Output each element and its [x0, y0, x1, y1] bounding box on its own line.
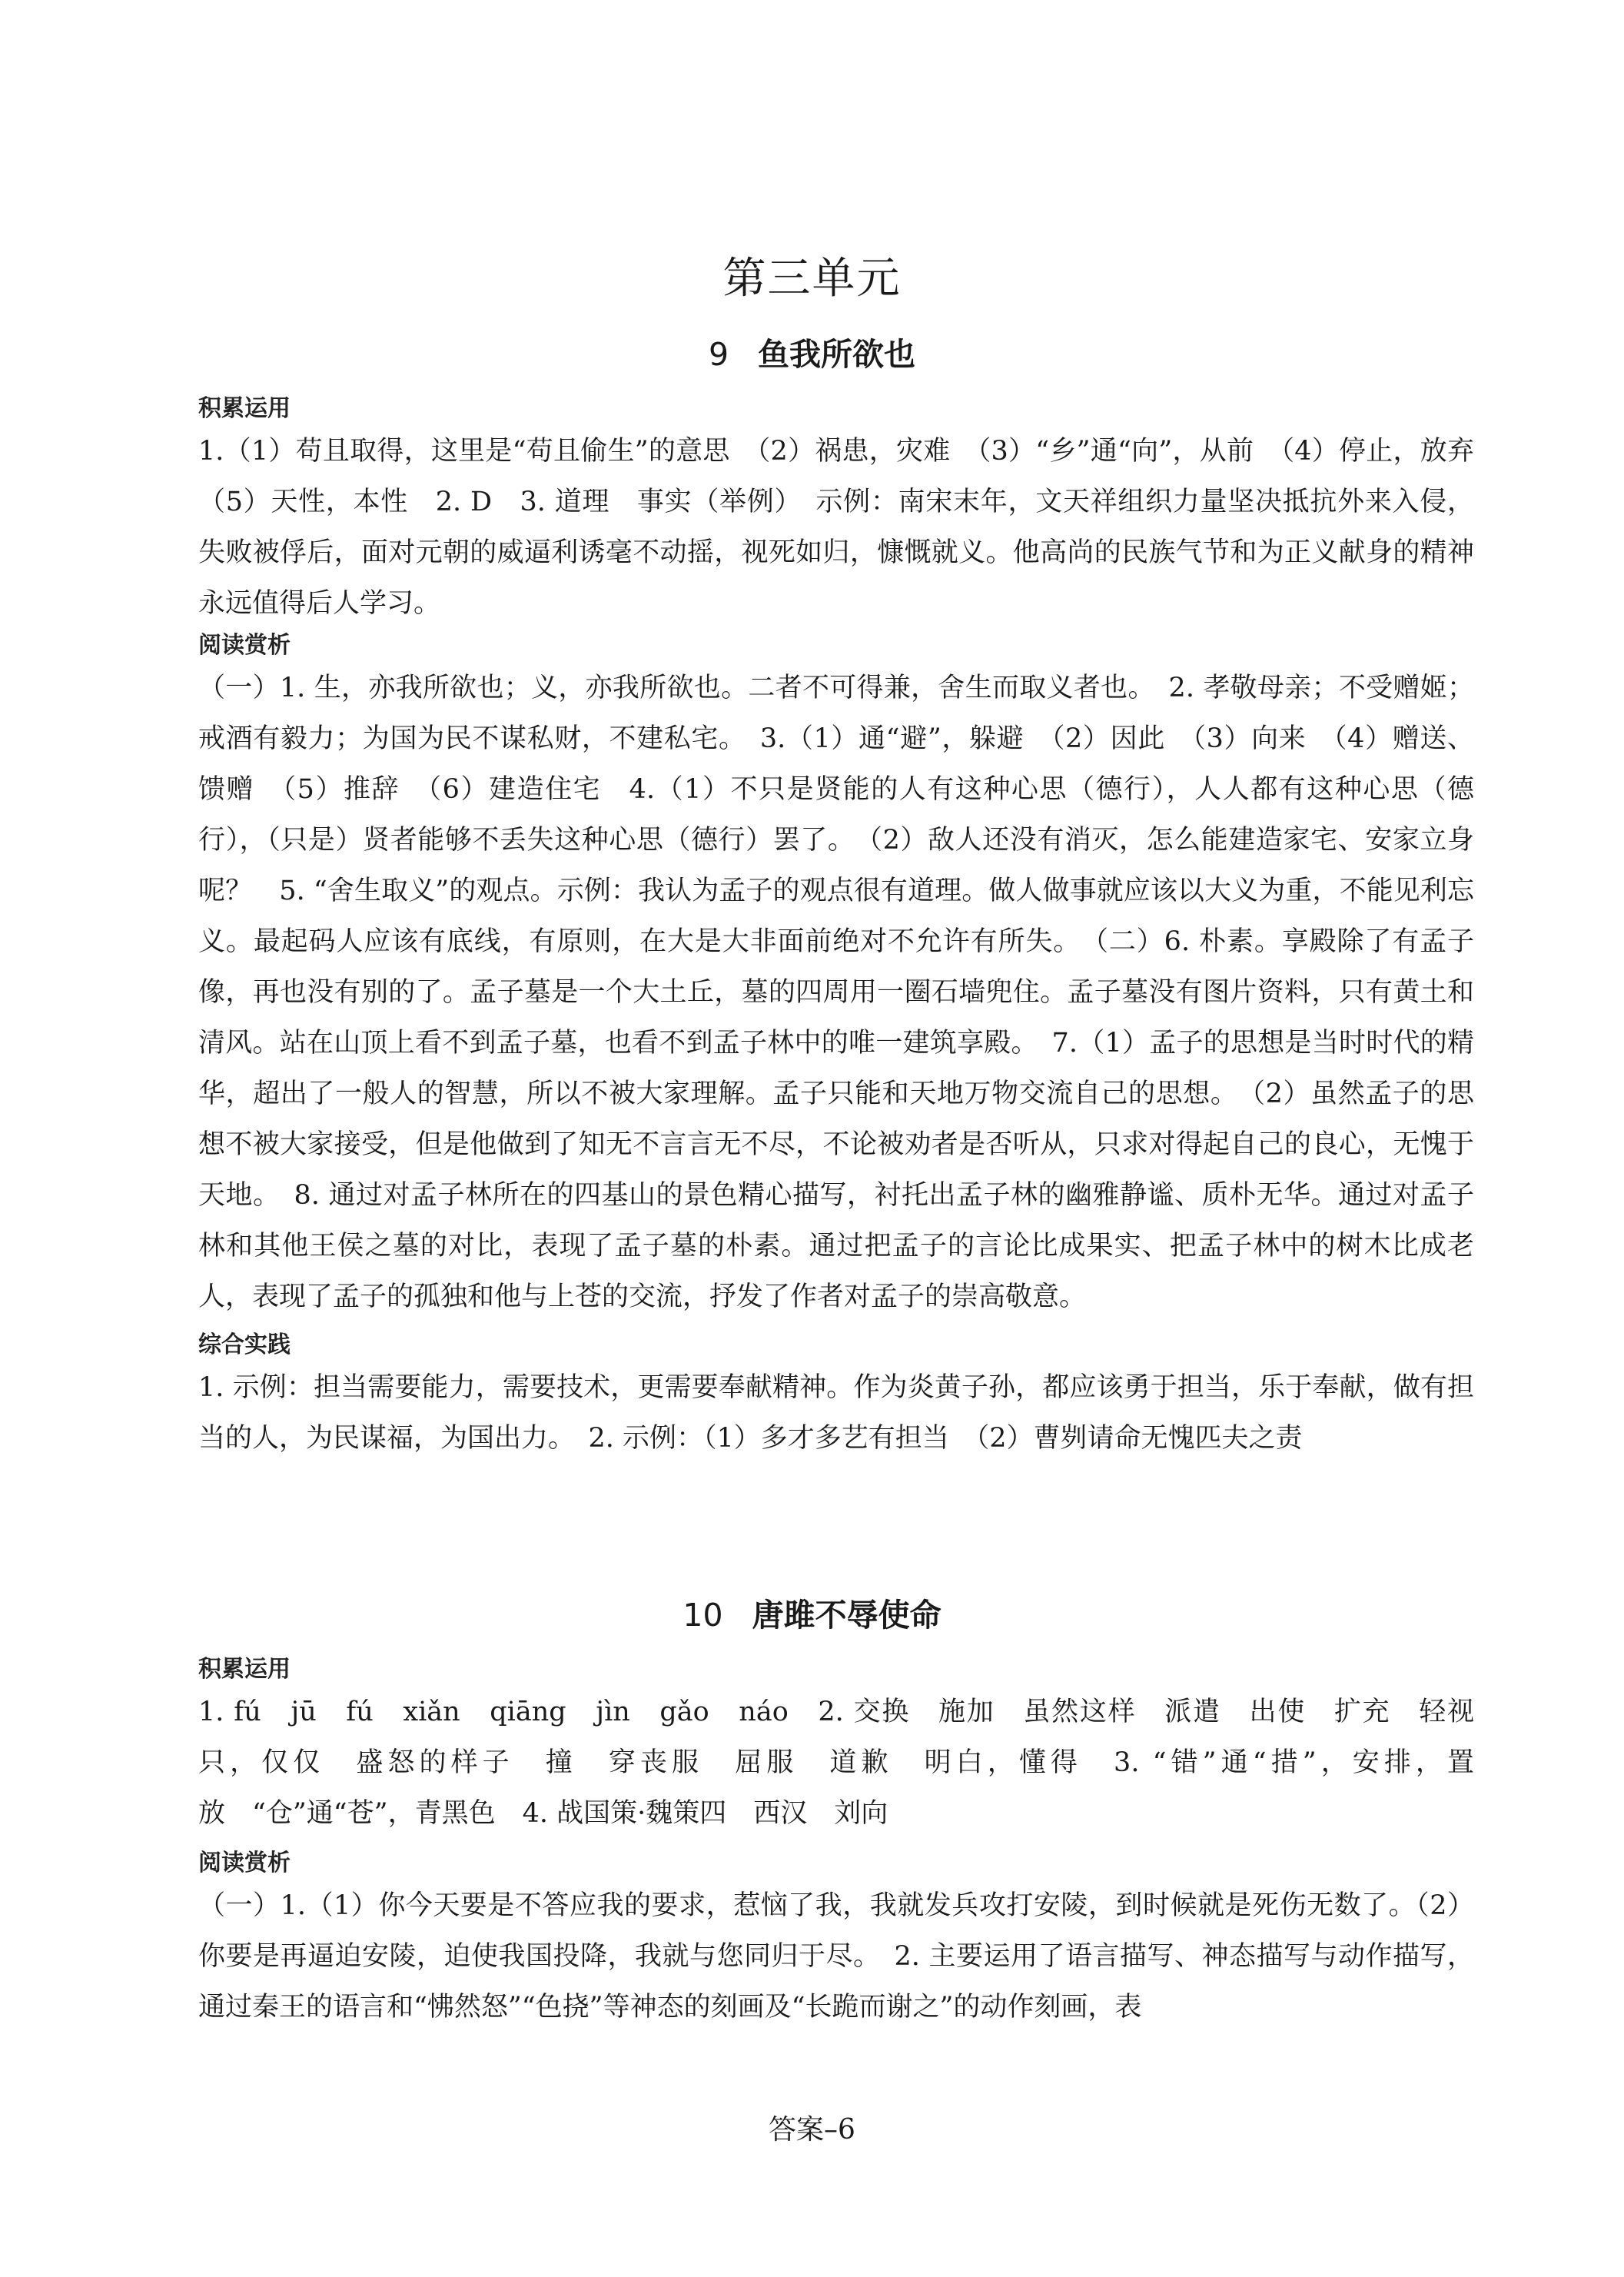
section-heading: 阅读赏析 — [198, 1850, 291, 1876]
lesson-10-number: 10 — [682, 1597, 723, 1634]
lesson-10-title — [0, 1590, 1624, 1635]
section-text: 1. fú jū fú xiǎn qiāng jìn gǎo náo 2. 交换 施加 虽然这样 派遣 出使 扩充 轻视 只，仅仅 盛怒的样子 撞 穿丧服 屈服 道歉 明白，懂得 3. “错”通“措”，安排，置放 “仓”通“苍”，青黑色 4. 战国策·魏策四 西汉 刘向 — [198, 1697, 1502, 1829]
section-heading: 积累运用 — [198, 395, 291, 422]
section-heading: 综合实践 — [198, 1331, 291, 1358]
section-text: 1. 示例：担当需要能力，需要技术，更需要奉献精神。作为炎黄子孙，都应该勇于担当，乐于奉献，做有担当的人，为民谋福，为国出力。 2. 示例：（1）多才多艺有担当 （2）曹刿请命无愧匹夫之责 — [198, 1372, 1474, 1454]
lesson-10-name: 唐雎不辱使命 — [752, 1597, 942, 1634]
lesson-9-number: 9 — [708, 336, 729, 373]
section-heading: 积累运用 — [198, 1656, 291, 1683]
section-text: （一）1.（1）你今天要是不答应我的要求，惹恼了我，我就发兵攻打安陵，到时候就是死伤无数了。（2）你要是再逼迫安陵，迫使我国投降，我就与您同归于尽。 2. 主要运用了语言描写、神态描写与动作描写，通过秦王的语言和“怫然怒”“色挠”等神态的刻画及“长跪而谢之”的动作刻画，表 — [198, 1890, 1474, 2023]
lesson-9-practice — [198, 1328, 1474, 1464]
lesson-9-name: 鱼我所欲也 — [758, 336, 916, 373]
lesson-9-accumulation — [198, 392, 1502, 629]
lesson-10-accumulation — [198, 1653, 1502, 1839]
page-number: 答案–6 — [769, 2114, 855, 2146]
section-heading: 阅读赏析 — [198, 632, 291, 659]
lesson-10-reading — [198, 1847, 1474, 2033]
section-text: （一）1. 生，亦我所欲也；义，亦我所欲也。二者不可得兼，舍生而取义者也。 2. 孝敬母亲；不受赠姬；戒酒有毅力；为国为民不谋私财，不建私宅。 3.（1）通“避”，躲避 （2）因此 （3）向来 （4）赠送、馈赠 （5）推辞 （6）建造住宅 4.（1）不只是贤能的人有这种心思（德行），人人都有这种心思（德行），（只是）贤者能够不丢失这种心思（德行）罢了。 （2）敌人还没有消灭，怎么能建造家宅、安家立身呢？ 5. “舍生取义”的观点。示例：我认为孟子的观点很有道理。做人做事就应该以大义为重，不能见利忘义。最起码人应该有底线，有原则，在大是大非面前绝对不允许有所失。 （二）6. 朴素。享殿除了有孟子像，再也没有别的了。孟子墓是一个大土丘，墓的四周用一圈石墙兜住。孟子墓没有图片资料，只有黄土和清风。站在山顶上看不到孟子墓，也看不到孟子林中的唯一建筑享殿。 7.（1）孟子的思想是当时时代的精华，超出了一般人的智慧，所以不被大家理解。孟子只能和天地万物交流自己的思想。 （2）虽然孟子的思想不被大家接受，但是他做到了知无不言言无不尽，不论被劝者是否听从，只求对得起自己的良心，无愧于天地。 8. 通过对孟子林所在的四基山的景色精心描写，衬托出孟子林的幽雅静谧、质朴无华。通过对孟子林和其他王侯之墓的对比，表现了孟子墓的朴素。通过把孟子的言论比成果实、把孟子林中的树木比成老人，表现了孟子的孤独和他与上苍的交流，抒发了作者对孟子的崇高敬意。 — [198, 673, 1474, 1312]
lesson-9-title — [0, 329, 1624, 374]
section-text: 1.（1）苟且取得，这里是“苟且偷生”的意思 （2）祸患，灾难 （3）“乡”通“向”，从前 （4）停止，放弃 （5）天性，本性 2. D 3. 道理 事实（举例） 示例：南宋末年，文天祥组织力量坚决抵抗外来入侵，失败被俘后，面对元朝的威逼利诱毫不动摇，视死如归，慷慨就义。他高尚的民族气节和为正义献身的精神永远值得后人学习。 — [198, 436, 1502, 619]
lesson-9-reading — [198, 629, 1474, 1322]
unit-title: 第三单元 — [722, 254, 902, 304]
